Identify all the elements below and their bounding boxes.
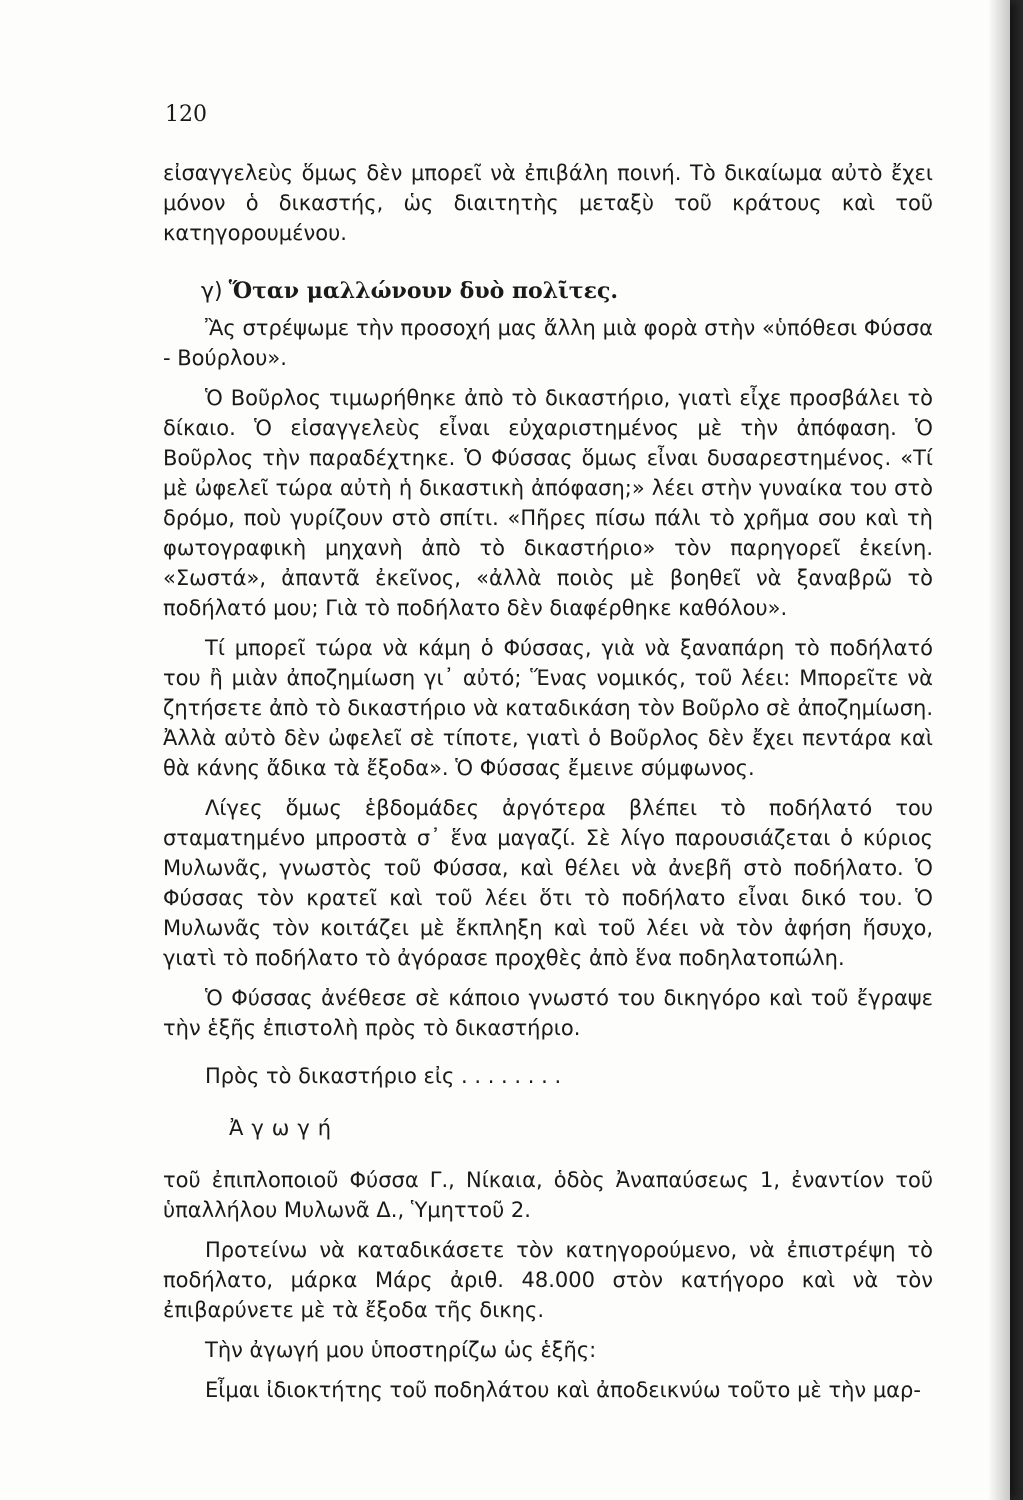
section-heading-letter: γ) [201, 279, 223, 304]
paragraph: Ὁ Φύσσας ἀνέθεσε σὲ κάποιο γνωστό του δικηγόρο καὶ τοῦ ἔγραψε τὴν ἑξῆς ἐπιστολὴ πρὸς τὸ δικαστήριο. [163, 986, 933, 1040]
paragraph: Προτείνω νὰ καταδικάσετε τὸν κατηγορούμενο, νὰ ἐπιστρέψη τὸ ποδήλατο, μάρκα Μάρς ἀριθ. 48.000 στὸν κατήγορο καὶ νὰ τὸν ἐπιβαρύνετε μὲ τὰ ἔξοδα τῆς δικης. [163, 1238, 933, 1322]
section-heading-text: Ὅταν μαλλώνουν δυὸ πολῖτες. [228, 278, 619, 304]
letter-address-line: Πρὸς τὸ δικαστήριο εἰς . . . . . . . . [205, 1064, 562, 1088]
paragraph: Λίγες ὅμως ἑβδομάδες ἀργότερα βλέπει τὸ ποδήλατό του σταματημένο μπροστὰ σ᾽ ἕνα μαγαζί. Σὲ λίγο παρουσιάζεται ὁ κύριος Μυλωνᾶς, γνωστὸς τοῦ Φύσσα, καὶ θέλει νὰ ἀνεβῆ στὸ ποδήλατο. Ὁ Φύσσας τὸν κρατεῖ καὶ τοῦ λέει ὅτι τὸ ποδήλατο εἶναι δικό του. Ὁ Μυλωνᾶς τὸν κοιτάζει μὲ ἔκπληξη καὶ τοῦ λέει νὰ τὸν ἀφήση ἥσυχο, γιατὶ τὸ ποδήλατο τὸ ἀγόρασε προχθὲς ἀπὸ ἕνα ποδηλατοπώλη. [163, 796, 933, 970]
page-binding-edge [988, 0, 1010, 1500]
paragraph: Ἂς στρέψωμε τὴν προσοχή μας ἄλλη μιὰ φορὰ στὴν «ὑπόθεσι Φύσσα - Βούρλου». [163, 316, 933, 370]
paragraph-continuation: εἰσαγγελεὺς ὅμως δὲν μπορεῖ νὰ ἐπιβάλη ποινή. Τὸ δικαίωμα αὐτὸ ἔχει μόνον ὁ δικαστής, ὡς διαιτητὴς μεταξὺ τοῦ κράτους καὶ τοῦ κατηγορουμένου. [163, 161, 933, 245]
section-heading [201, 276, 933, 307]
paragraph: Τί μπορεῖ τώρα νὰ κάμη ὁ Φύσσας, γιὰ νὰ ξαναπάρη τὸ ποδήλατό του ἢ μιὰν ἀποζημίωση γι᾽ αὐτό; Ἕνας νομικός, τοῦ λέει: Μπορεῖτε νὰ ζητήσετε ἀπὸ τὸ δικαστήριο νὰ καταδικάση τὸν Βοῦρλο σὲ ἀποζημίωση. Ἀλλὰ αὐτὸ δὲν ὠφελεῖ σὲ τίποτε, γιατὶ ὁ Βοῦρλος δὲν ἔχει πεντάρα καὶ θὰ κάνης ἄδικα τὰ ἔξοδα». Ὁ Φύσσας ἔμεινε σύμφωνος. [163, 636, 933, 780]
page-text-block [163, 100, 933, 1405]
letter-title: Ἀγωγή [229, 1116, 340, 1140]
paragraph: Τὴν ἀγωγή μου ὑποστηρίζω ὡς ἑξῆς: [205, 1338, 597, 1362]
paragraph: τοῦ ἐπιπλοποιοῦ Φύσσα Γ., Νίκαια, ὁδὸς Ἀναπαύσεως 1, ἐναντίον τοῦ ὑπαλλήλου Μυλωνᾶ Δ., Ὑμηττοῦ 2. [163, 1168, 933, 1222]
paragraph: Ὁ Βοῦρλος τιμωρήθηκε ἀπὸ τὸ δικαστήριο, γιατὶ εἶχε προσβάλει τὸ δίκαιο. Ὁ εἰσαγγελεὺς εἶναι εὐχαριστημένος μὲ τὴν ἀπόφαση. Ὁ Βοῦρλος τὴν παραδέχτηκε. Ὁ Φύσσας ὅμως εἶναι δυσαρεστημένος. «Τί μὲ ὠφελεῖ τώρα αὐτὴ ἡ δικαστικὴ ἀπόφαση;» λέει στὴν γυναίκα του στὸ δρόμο, ποὺ γυρίζουν στὸ σπίτι. «Πῆρες πίσω πάλι τὸ χρῆμα σου καὶ τὴ φωτογραφικὴ μηχανὴ ἀπὸ τὸ δικαστήριο» τὸν παρηγορεῖ ἐκείνη. «Σωστά», ἀπαντᾶ ἐκεῖνος, «ἀλλὰ ποιὸς μὲ βοηθεῖ νὰ ξαναβρῶ τὸ ποδήλατό μου; Γιὰ τὸ ποδήλατο δὲν διαφέρθηκε καθόλου». [163, 386, 933, 620]
page-number: 120 [165, 102, 207, 127]
paragraph: Εἶμαι ἰδιοκτήτης τοῦ ποδηλάτου καὶ ἀποδεικνύω τοῦτο μὲ τὴν μαρ- [205, 1378, 921, 1402]
